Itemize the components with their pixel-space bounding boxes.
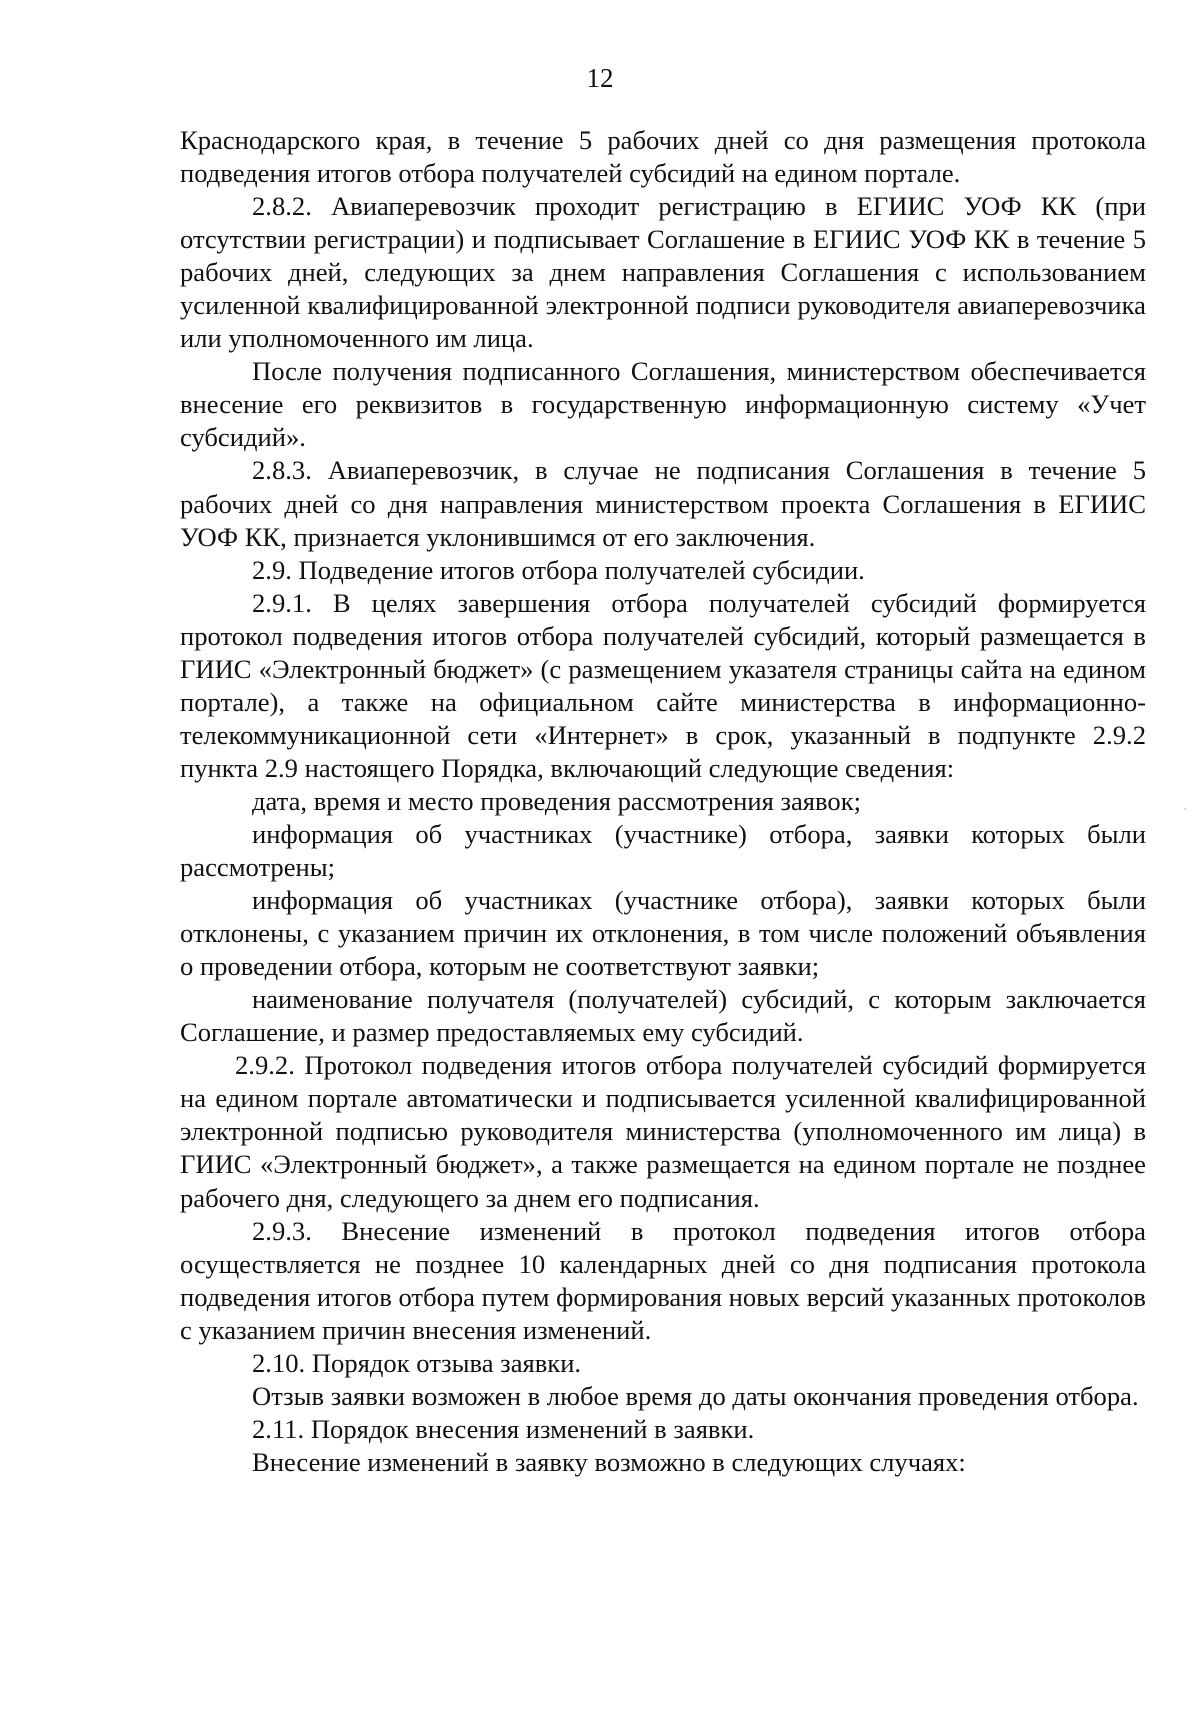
list-item-rejected-participants: информация об участниках (участнике отбора), заявки которых были отклонены, с указанием причин их отклонения, в том числе положений объявления о проведении отбора, которым не соответствуют заявки; [180,885,1146,982]
paragraph-2-9-1: 2.9.1. В целях завершения отбора получателей субсидий формируется протокол подведения итогов отбора получателей субсидий, который размещается в ГИИС «Электронный бюджет» (с размещением указателя страницы сайта на едином портале), а также на официальном сайте министерства в информационно-телекоммуникационной сети «Интернет» в срок, указанный в подпункте 2.9.2 пункта 2.9 настоящего Порядка, включающий следующие сведения: [180,587,1146,783]
paragraph-withdrawal: Отзыв заявки возможен в любое время до даты окончания проведения отбора. [252,1380,1139,1411]
page-number: 12 [586,63,614,93]
list-item-considered-participants: информация об участниках (участнике) отбора, заявки которых были рассмотрены; [180,818,1146,883]
paragraph-2-9-3: 2.9.3. Внесение изменений в протокол подведения итогов отбора осуществляется не позднее 10 календарных дней со дня подписания протокола подведения итогов отбора путем формирования новых версий указанных протоколов с указанием причин внесения изменений. [180,1215,1146,1345]
section-2-9-heading: 2.9. Подведение итогов отбора получателей субсидии. [252,554,865,585]
paragraph-continuation: Краснодарского края, в течение 5 рабочих дней со дня размещения протокола подведения итогов отбора получателей субсидий на едином портале. [180,125,1146,189]
paragraph-2-9-2: 2.9.2. Протокол подведения итогов отбора получателей субсидий формируется на едином портале автоматически и подписывается усиленной квалифицированной электронной подписью руководителя министерства (уполномоченного им лица) в ГИИС «Электронный бюджет», а также размещается на едином портале не позднее рабочего дня, следующего за днем его подписания. [180,1050,1146,1213]
list-item-recipient-name: наименование получателя (получателей) субсидий, с которым заключается Соглашение, и размер предоставляемых ему субсидий. [180,984,1146,1048]
paragraph-changes-cases: Внесение изменений в заявку возможно в следующих случаях: [252,1446,966,1477]
paragraph-after-signing: После получения подписанного Соглашения, министерством обеспечивается внесение его реквизитов в государственную информационную систему «Учет субсидий». [180,356,1146,453]
paragraph-2-8-3: 2.8.3. Авиаперевозчик, в случае не подписания Соглашения в течение 5 рабочих дней со дня направления министерством проекта Соглашения в ЕГИИС УОФ КК, признается уклонившимся от его заключения. [180,455,1146,552]
scan-margin-mark [1184,808,1186,810]
document-body [180,124,1146,1479]
paragraph-2-8-2: 2.8.2. Авиаперевозчик проходит регистрацию в ЕГИИС УОФ КК (при отсутствии регистрации) и подписывает Соглашение в ЕГИИС УОФ КК в течение 5 рабочих дней, следующих за днем направления Соглашения с использованием усиленной квалифицированной электронной подписи руководителя авиаперевозчика или уполномоченного им лица. [180,191,1146,354]
section-2-10-heading: 2.10. Порядок отзыва заявки. [252,1347,582,1378]
list-item-date-time-place: дата, время и место проведения рассмотрения заявок; [252,785,862,816]
section-2-11-heading: 2.11. Порядок внесения изменений в заявки. [252,1413,755,1444]
